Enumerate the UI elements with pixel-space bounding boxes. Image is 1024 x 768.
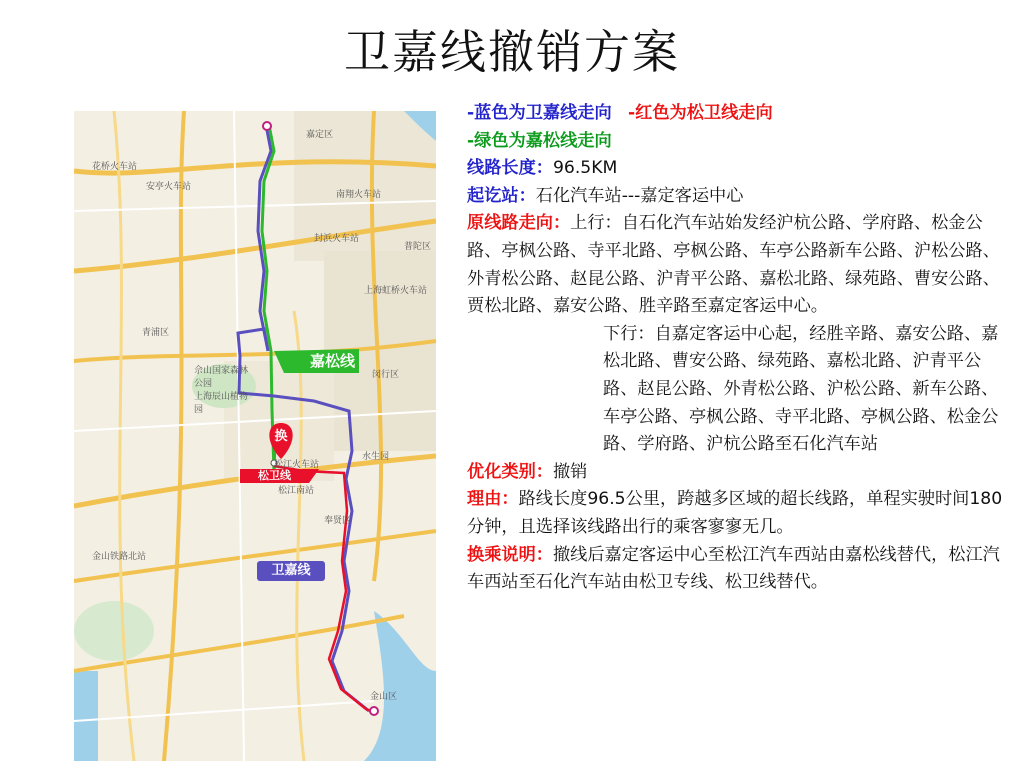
transfer-note-value: 撤线后嘉定客运中心至松江汽车西站由嘉松线替代，松江汽车西站至石化汽车站由松卫专线、松卫线替代。 xyxy=(467,544,1000,593)
place-label: 封浜火车站 xyxy=(314,234,360,244)
place-label: 松江火车站 xyxy=(274,460,320,470)
place-label: 奉贤区 xyxy=(324,516,352,526)
route-terminals xyxy=(467,183,1012,211)
transfer-note xyxy=(467,542,1012,597)
terminal-marker xyxy=(263,122,271,130)
reason-value: 路线长度96.5公里，跨越多区域的超长线路，单程实驶时间180分钟，且选择该线路出行的乘客寥寥无几。 xyxy=(467,489,1003,537)
place-label: 佘山国家森林公园 xyxy=(194,366,249,389)
route-description xyxy=(467,100,1012,597)
place-label: 金山区 xyxy=(370,692,398,702)
optimization-type xyxy=(467,459,1012,487)
songwei-badge: 松卫线 xyxy=(258,469,291,482)
map-water xyxy=(74,671,98,761)
place-label: 嘉定区 xyxy=(306,130,334,140)
original-route-up-value: 上行：自石化汽车站始发经沪杭公路、学府路、松金公路、亭枫公路、寺平北路、亭枫公路、车亭公路新车公路、沪松公路、外青松公路、赵昆公路、沪青平公路、嘉松北路、绿苑路、曹安公路、贾松北路、嘉安公路、胜辛路至嘉定客运中心。 xyxy=(467,213,1000,317)
place-label: 上海辰山植物园 xyxy=(194,392,249,415)
legend-red: -红色为松卫线走向 xyxy=(628,103,773,123)
reason-label: 理由： xyxy=(467,489,519,510)
map-park xyxy=(74,601,154,661)
transfer-pin-label: 换 xyxy=(274,429,288,444)
weijia-badge: 卫嘉线 xyxy=(271,563,311,578)
optimization-type-label: 优化类别： xyxy=(467,461,553,482)
legend-line-2 xyxy=(467,128,1012,156)
original-route-down xyxy=(467,321,1012,459)
place-label: 金山铁路北站 xyxy=(92,552,147,562)
place-label: 闵行区 xyxy=(372,370,400,380)
legend-line-1 xyxy=(467,100,1012,128)
route-length-value: 96.5KM xyxy=(552,158,618,179)
route-terminals-label: 起讫站： xyxy=(467,185,536,206)
place-label: 水生园 xyxy=(362,452,390,462)
terminal-marker xyxy=(370,707,378,715)
reason xyxy=(467,486,1012,541)
optimization-type-value: 撤销 xyxy=(552,461,588,482)
original-route-up xyxy=(467,210,1012,320)
route-length-label: 线路长度： xyxy=(467,158,553,179)
place-label: 松江南站 xyxy=(278,486,315,496)
place-label: 南翔火车站 xyxy=(336,190,382,200)
route-terminals-value: 石化汽车站---嘉定客运中心 xyxy=(535,185,744,206)
jiasong-badge: 嘉松线 xyxy=(310,352,356,370)
place-label: 上海虹桥火车站 xyxy=(364,286,428,296)
map-graphic xyxy=(74,111,436,761)
transfer-note-label: 换乘说明： xyxy=(467,544,553,565)
slide-title: 卫嘉线撤销方案 xyxy=(344,25,680,79)
place-label: 普陀区 xyxy=(404,242,432,252)
route-map xyxy=(74,111,436,761)
place-label: 花桥火车站 xyxy=(92,162,138,172)
original-route-label: 原线路走向： xyxy=(467,213,571,234)
place-label: 青浦区 xyxy=(142,328,170,338)
legend-green: -绿色为嘉松线走向 xyxy=(467,130,612,151)
legend-blue: -蓝色为卫嘉线走向 xyxy=(467,103,612,123)
route-length xyxy=(467,155,1012,183)
original-route-down-value: 下行：自嘉定客运中心起，经胜辛路、嘉安公路、嘉松北路、曹安公路、绿苑路、嘉松北路、沪青平公路、赵昆公路、外青松公路、沪松公路、新车公路、车亭公路、亭枫公路、寺平北路、亭枫公路、松金公路、学府路、沪杭公路至石化汽车站 xyxy=(603,323,999,455)
place-label: 安亭火车站 xyxy=(146,182,192,192)
